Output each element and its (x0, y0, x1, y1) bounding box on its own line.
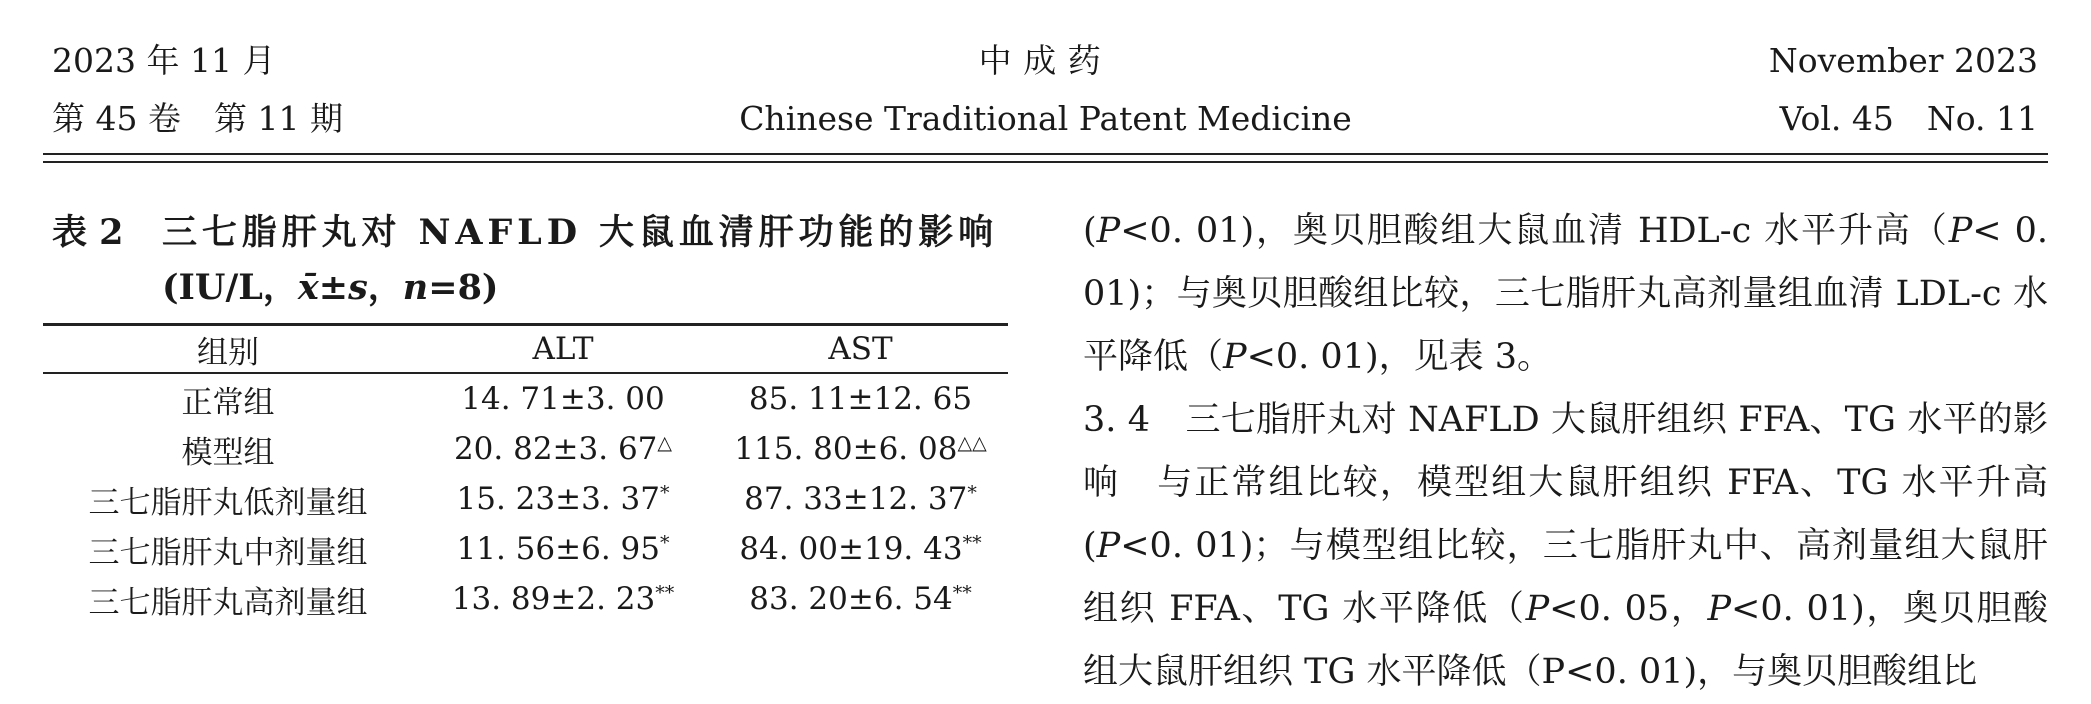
alt-value: 13. 89±2. 23 (451, 581, 656, 617)
cell-alt (413, 373, 713, 424)
ast-value: 115. 80±6. 08 (734, 431, 958, 467)
body-text-column (1083, 200, 2048, 704)
column-header-alt: ALT (413, 325, 713, 374)
ast-significance-mark: ** (952, 582, 972, 604)
section-title: 三七脂肝丸对 NAFLD 大鼠肝组织 FFA、TG 水平的影响 (1083, 400, 2048, 503)
cell-alt (413, 574, 713, 624)
section-number: 3. 4 (1083, 400, 1151, 440)
cell-group: 三七脂肝丸高剂量组 (88, 584, 368, 621)
ast-value: 87. 33±12. 37 (744, 481, 968, 517)
header-rule-top (43, 153, 2048, 155)
journal-date-en: November 2023 (1768, 41, 2038, 80)
table-row (43, 474, 1008, 524)
p-symbol: P (1223, 337, 1247, 377)
p-symbol: P (1525, 589, 1550, 629)
paragraph-results-lipids (1083, 200, 2048, 389)
cell-alt (413, 524, 713, 574)
column-header-group: 组别 (43, 325, 413, 374)
text-run: <0. 01)；与模型组比较，三七脂肝丸中、高剂量组大鼠肝组织 FFA、TG 水平降低（ (1083, 526, 2048, 629)
ast-significance-mark: ** (962, 532, 982, 554)
alt-value: 20. 82±3. 67 (453, 431, 658, 467)
caption-sd-symbol: s (348, 267, 368, 308)
table-header-row (43, 325, 1008, 374)
alt-significance-mark: △ (657, 432, 673, 454)
caption-mean-symbol: x̄ (297, 267, 319, 308)
caption-separator: ， (367, 267, 403, 308)
table-caption-units (52, 260, 1012, 315)
cell-alt (413, 424, 713, 474)
cell-group: 三七脂肝丸中剂量组 (88, 534, 368, 571)
journal-title-cn: 中成药 (978, 41, 1113, 80)
alt-significance-mark: * (659, 482, 670, 504)
ast-value: 84. 00±19. 43 (739, 531, 963, 567)
cell-ast (713, 524, 1008, 574)
p-symbol: P (1096, 211, 1121, 251)
ast-value: 85. 11±12. 65 (748, 381, 973, 417)
table-number: 表 2 (52, 212, 124, 253)
text-run: <0. 01)，奥贝胆酸组大鼠肝组织 TG 水平降低（P<0. 01)，与奥贝胆酸组比 (1083, 589, 2048, 692)
text-run: <0. 01)，奥贝胆酸组大鼠血清 HDL-c 水平升高（ (1120, 211, 1949, 251)
cell-ast (713, 424, 1008, 474)
alt-significance-mark: * (659, 532, 670, 554)
alt-significance-mark: ** (655, 582, 675, 604)
table-caption (52, 205, 1012, 315)
cell-ast (713, 474, 1008, 524)
header-rule-bottom (43, 161, 2048, 163)
journal-volume-issue: 第 45 卷 第 11 期 (52, 99, 343, 138)
table-title: 三七脂肝丸对 NAFLD 大鼠血清肝功能的影响 (162, 212, 999, 253)
alt-value: 11. 56±6. 95 (456, 531, 660, 567)
text-run: <0. 01)，见表 3。 (1246, 337, 1553, 377)
caption-pm-symbol: ± (318, 267, 349, 308)
caption-n-symbol: n (402, 267, 429, 308)
caption-units-prefix: (IU/L， (162, 267, 298, 308)
caption-n-value: =8) (428, 267, 499, 308)
text-run: 与正常组比较，模型组大鼠肝组织 FFA、TG 水平升高 ( (1083, 463, 2048, 566)
table-row (43, 524, 1008, 574)
text-run: <0. 05， (1549, 589, 1708, 629)
ast-significance-mark: △△ (957, 432, 987, 454)
cell-group: 模型组 (181, 434, 275, 471)
p-symbol: P (1707, 589, 1732, 629)
p-symbol: P (1096, 526, 1121, 566)
table-row (43, 424, 1008, 474)
journal-title-en: Chinese Traditional Patent Medicine (739, 99, 1352, 138)
table-row (43, 574, 1008, 624)
ast-significance-mark: * (967, 482, 977, 504)
journal-volume-issue-en: Vol. 45 No. 11 (1779, 99, 2038, 138)
cell-group: 三七脂肝丸低剂量组 (88, 484, 368, 521)
paragraph-section-3-4 (1083, 389, 2048, 704)
ast-value: 83. 20±6. 54 (749, 581, 953, 617)
table-row (43, 373, 1008, 424)
column-header-ast: AST (713, 325, 1008, 374)
text-run: ( (1083, 211, 1097, 251)
liver-function-table (43, 323, 1008, 624)
alt-value: 15. 23±3. 37 (456, 481, 660, 517)
p-symbol: P (1948, 211, 1973, 251)
cell-ast (713, 574, 1008, 624)
cell-alt (413, 474, 713, 524)
journal-date: 2023 年 11 月 (52, 41, 276, 80)
cell-ast (713, 373, 1008, 424)
alt-value: 14. 71±3. 00 (461, 381, 665, 417)
cell-group: 正常组 (181, 384, 275, 421)
text-run: < 0. 01)；与奥贝胆酸组比较，三七脂肝丸高剂量组血清 LDL-c 水平降低（ (1083, 211, 2048, 377)
